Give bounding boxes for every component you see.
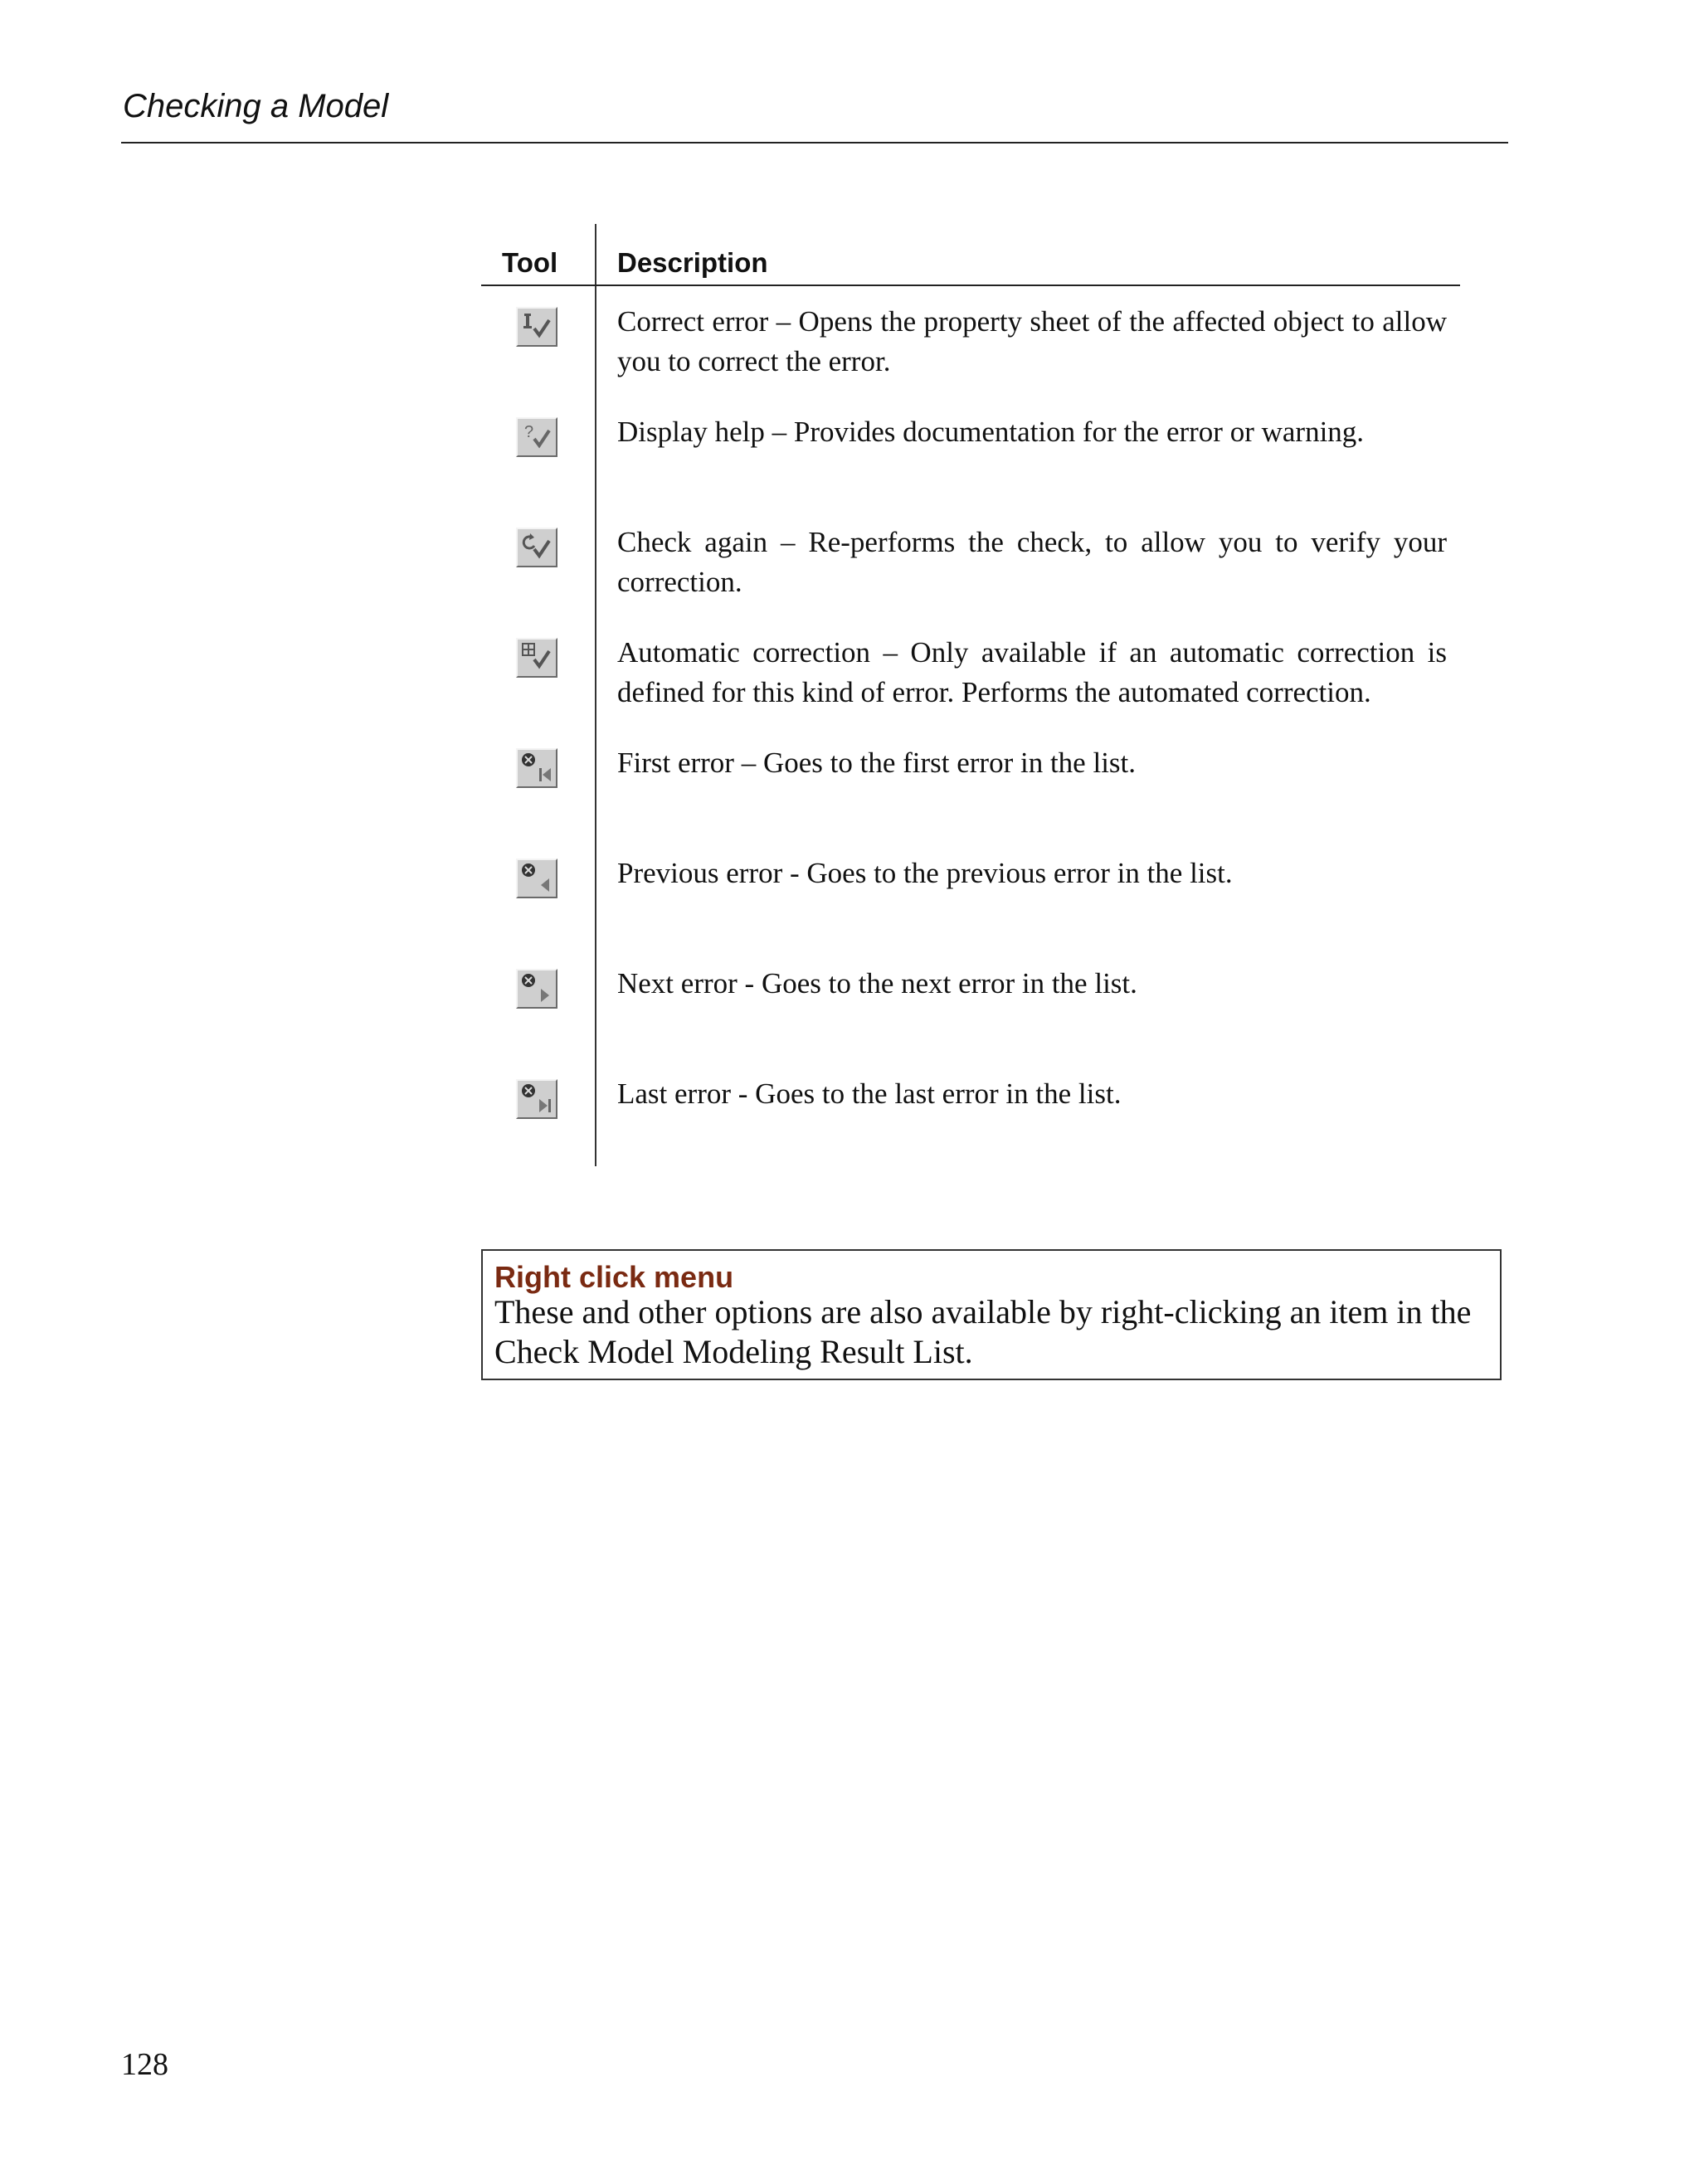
next-error-icon[interactable] (516, 969, 557, 1009)
first-error-icon[interactable] (516, 748, 557, 788)
tool-table (481, 224, 1460, 1166)
automatic-correction-icon[interactable] (516, 638, 557, 678)
column-header-tool: Tool (502, 247, 558, 278)
row-description: Automatic correction – Only available if an automatic correction is defined for this kind of error. Performs the automated correction. (617, 636, 1447, 708)
callout-title: Right click menu (494, 1260, 734, 1294)
row-description: First error – Goes to the first error in the list. (617, 747, 1137, 779)
row-description: Correct error – Opens the property sheet of the affected object to allow you to correct the error. (617, 305, 1447, 377)
row-description: Last error - Goes to the last error in the list. (617, 1077, 1122, 1110)
row-description: Display help – Provides documentation for the error or warning. (617, 416, 1365, 448)
svg-text:?: ? (524, 423, 534, 441)
callout-body: These and other options are also available by right-clicking an item in the Check Model Modeling Result List. (494, 1293, 1472, 1370)
row-description: Previous error - Goes to the previous error in the list. (617, 857, 1233, 889)
check-again-icon[interactable] (516, 528, 557, 567)
row-description: Next error - Goes to the next error in the list. (617, 967, 1137, 1000)
header-underline (481, 285, 1460, 286)
last-error-icon[interactable] (516, 1079, 557, 1119)
column-header-description: Description (617, 247, 768, 278)
page-number: 128 (121, 2047, 168, 2082)
page-header-title: Checking a Model (123, 88, 389, 124)
display-help-icon[interactable] (516, 417, 557, 457)
column-divider (595, 224, 596, 1166)
header-rule (121, 142, 1508, 143)
right-click-callout (481, 1249, 1502, 1380)
row-description: Check again – Re-performs the check, to allow you to verify your correction. (617, 526, 1447, 598)
correct-error-icon[interactable] (516, 307, 557, 347)
previous-error-icon[interactable] (516, 859, 557, 898)
